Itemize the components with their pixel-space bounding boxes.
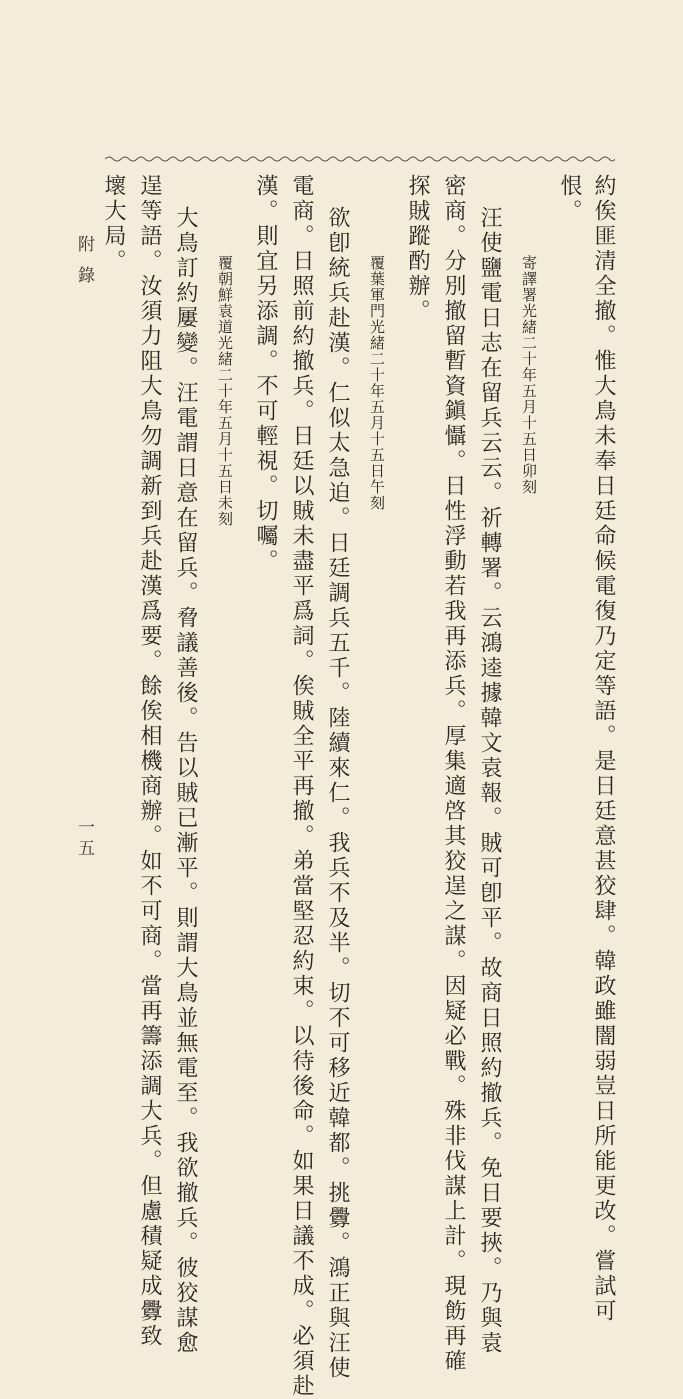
- text-column-6: 探賊蹤酌辦。: [405, 174, 430, 324]
- text-column-5: 密商。分別撤留暫資鎭懾。日性浮動若我再添兵。厚集適啓其狡逞之謀。因疑必戰。殊非伐謀上計。現飭再確: [441, 174, 466, 1374]
- text-column-10: 漢。則宜另添調。不可輕視。切囑。: [253, 174, 278, 574]
- text-column-8: 欲卽統兵赴漢。仁似太急迫。日廷調兵五千。陸續來仁。我兵不及半。切不可移近韓都。挑釁。鴻正與汪使: [325, 206, 350, 1381]
- text-column-2: 恨。: [557, 174, 582, 224]
- footer-section-label: 附錄: [74, 235, 94, 297]
- heading-telegram-2: 覆葉軍門光緒二十年五月十五日午刻: [368, 255, 386, 511]
- heading-telegram-1: 寄譯署光緒二十年五月十五日卯刻: [520, 255, 538, 495]
- heading-telegram-3: 覆朝鮮袁道光緒二十年五月十五日未刻: [216, 255, 234, 527]
- text-column-9: 電商。日照前約撤兵。日廷以賊未盡平爲詞。俟賊全平再撤。弟當堅忍約束。以待後命。如果日議不成。必須赴: [289, 174, 314, 1399]
- text-column-13: 逞等語。汝須力阻大鳥勿調新到兵赴漢爲要。餘俟相機商辦。如不可商。當再籌添調大兵。但慮積疑成釁致: [137, 174, 162, 1349]
- page-number: 一五: [74, 818, 94, 860]
- text-column-1: 約俟匪清全撤。惟大鳥未奉日廷命候電復乃定等語。是日廷意甚狡肆。韓政雖闇弱豈日所能更改。嘗試可: [591, 174, 616, 1324]
- text-column-4: 汪使鹽電日志在留兵云云。祈轉署。云鴻逵據韓文袁報。賊可卽平。故商日照約撤兵。免日要挾。乃與袁: [477, 206, 502, 1356]
- text-column-14: 壞大局。: [101, 174, 126, 274]
- wavy-divider: [105, 155, 615, 163]
- text-column-12: 大鳥訂約屢變。汪電謂日意在留兵。脅議善後。告以賊已漸平。則謂大鳥並無電至。我欲撤兵。彼狡謀愈: [173, 206, 198, 1356]
